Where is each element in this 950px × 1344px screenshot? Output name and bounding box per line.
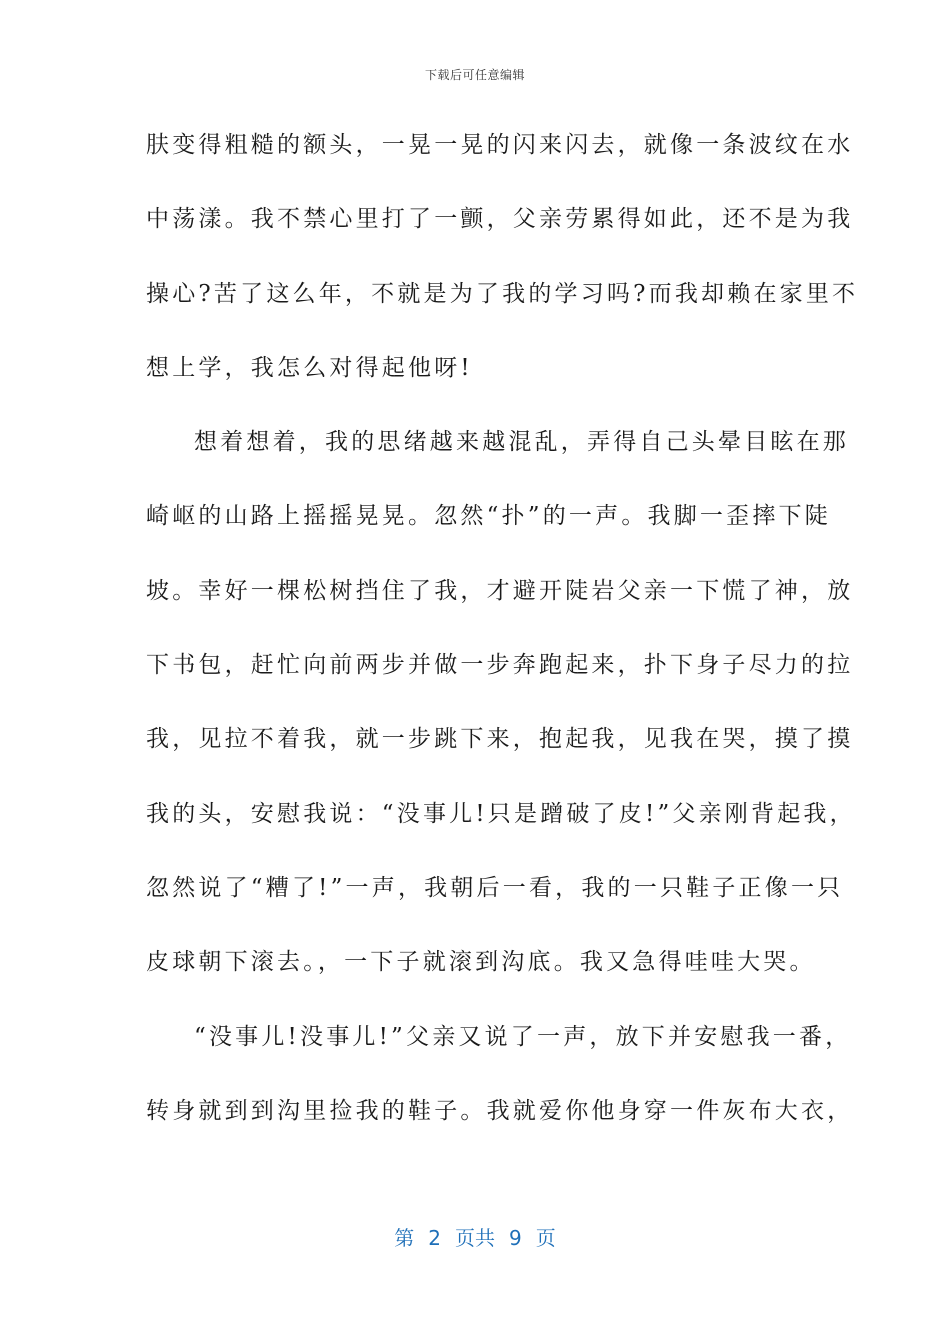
page-header-note: 下载后可任意编辑 [424, 68, 525, 82]
text-line: 我的头，安慰我说：“没事儿!只是蹭破了皮!”父亲刚背起我， [146, 800, 856, 827]
text-line: 坡。幸好一棵松树挡住了我，才避开陡岩父亲一下慌了神，放 [146, 577, 854, 604]
text-line: 下书包，赶忙向前两步并做一步奔跑起来，扑下身子尽力的拉 [146, 652, 854, 679]
text-line: 我，见拉不着我，就一步跳下来，抱起我，见我在哭，摸了摸 [146, 726, 854, 753]
text-line-paragraph-start: 想着想着，我的思绪越来越混乱，弄得自己头晕目眩在那 [194, 429, 849, 456]
text-line: 操心?苦了这么年，不就是为了我的学习吗?而我却赖在家里不 [146, 280, 859, 307]
text-line: 想上学，我怎么对得起他呀! [146, 354, 473, 381]
text-line: 崎岖的山路上摇摇晃晃。忽然“扑”的一声。我脚一歪摔下陡 [146, 503, 831, 530]
body-text [146, 123, 859, 1163]
text-line: 转身就到到沟里捡我的鞋子。我就爱你他身穿一件灰布大衣， [146, 1097, 854, 1124]
current-page-number: 2 [428, 1226, 441, 1250]
footer-suffix: 页 [535, 1226, 556, 1250]
page-number-footer [0, 1222, 950, 1251]
text-line-paragraph-start: “没事儿!没事儿!”父亲又说了一声，放下并安慰我一番， [194, 1023, 852, 1050]
text-line: 忽然说了“糟了!”一声，我朝后一看，我的一只鞋子正像一只 [146, 874, 844, 901]
text-line: 中荡漾。我不禁心里打了一颤，父亲劳累得如此，还不是为我 [146, 206, 854, 233]
footer-middle: 页共 [455, 1226, 495, 1250]
total-page-number: 9 [509, 1226, 522, 1250]
text-line: 肤变得粗糙的额头，一晃一晃的闪来闪去，就像一条波纹在水 [146, 132, 854, 158]
text-line: 皮球朝下滚去。，一下子就滚到沟底。我又急得哇哇大哭。 [146, 949, 816, 976]
footer-prefix: 第 [394, 1226, 415, 1250]
